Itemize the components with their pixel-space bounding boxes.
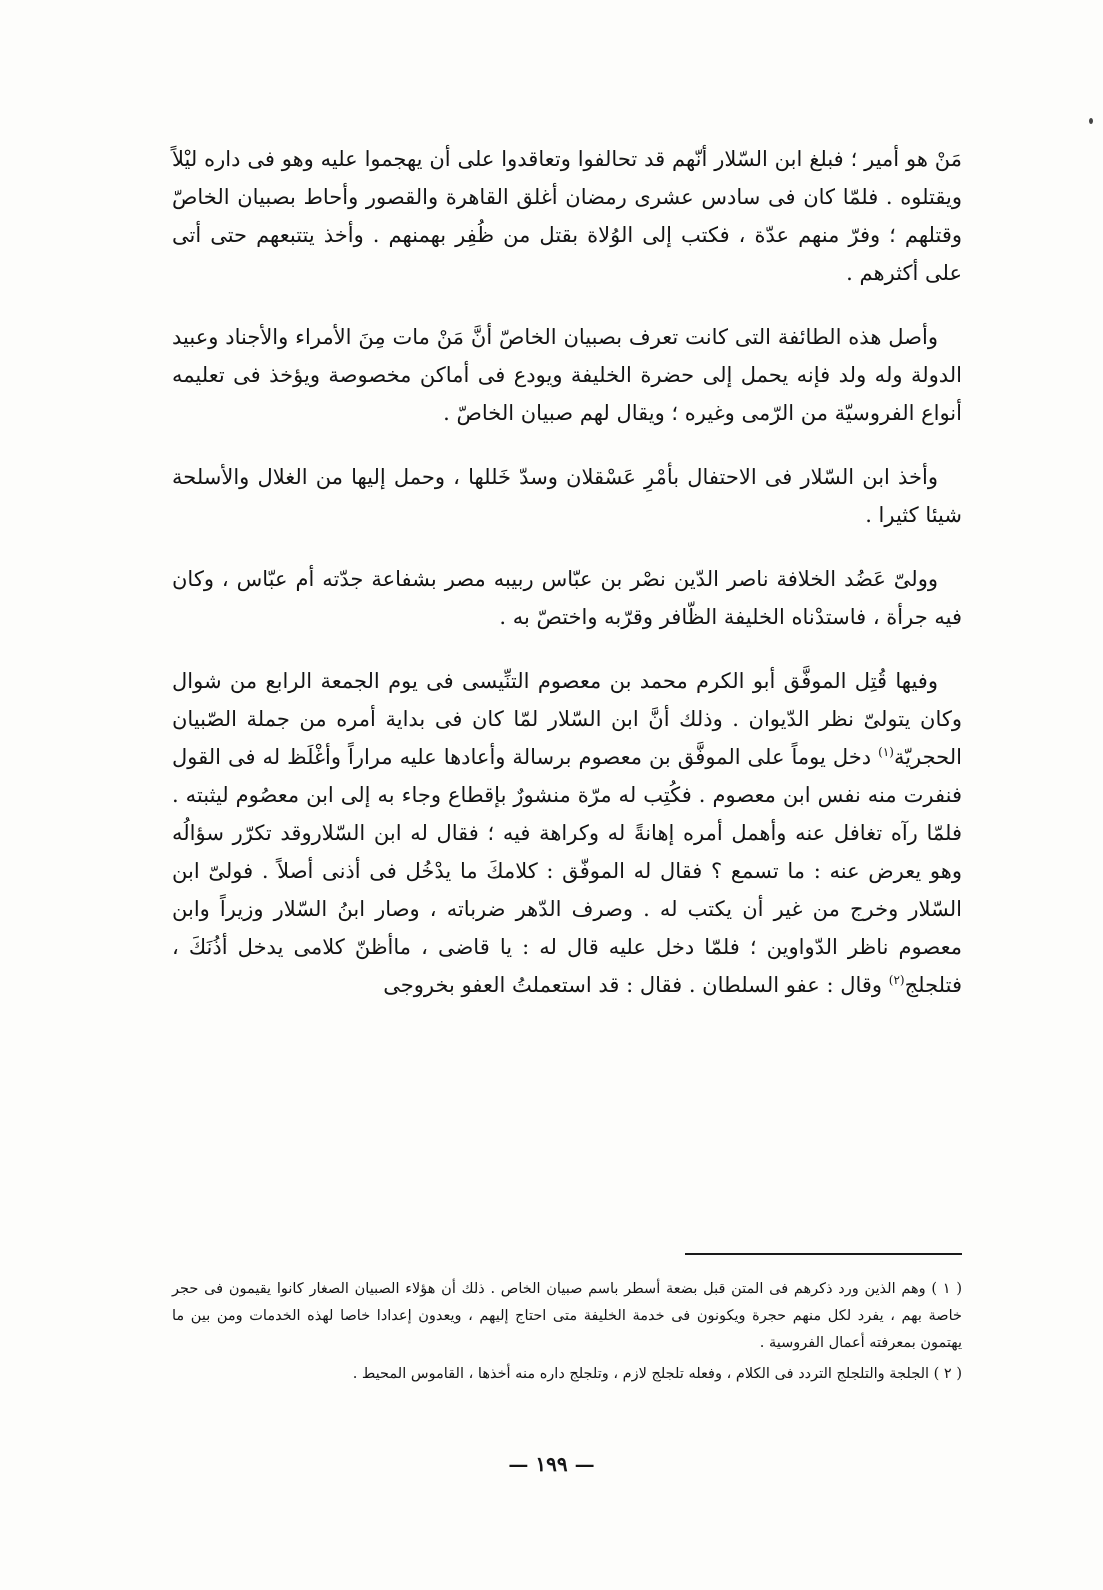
paragraph-5-part-3: وقال : عفو السلطان . فقال : قد استعملتُ العفو بخروجى: [383, 973, 883, 997]
footnote-marker-1: (١): [878, 745, 894, 759]
paragraph-4: وولىّ عَضُد الخلافة ناصر الدّين نصْر بن عبّاس ربيبه مصر بشفاعة جدّته أم عبّاس ، وكان فيه جرأة ، فاستدْناه الخليفة الظّافر وقرّبه واختصّ به .: [172, 567, 962, 629]
footnote-1: ( ١ ) وهم الذين ورد ذكرهم فى المتن قبل بضعة أسطر باسم صبيان الخاص . ذلك أن هؤلاء الصبيان الصغار كانوا يقيمون فى حجر خاصة بهم ، يفرد لكل منهم حجرة ويكونون فى خدمة الخليفة متى احتاج إليهم ، ويعدون إعدادا خاصا لهذه الخدمات ومن بين ما يهتمون بمعرفته أعمال الفروسية .: [172, 1281, 962, 1351]
paragraph-2: وأصل هذه الطائفة التى كانت تعرف بصبيان الخاصّ أنَّ مَنْ مات مِنَ الأمراء والأجناد وعبيد الدولة وله ولد فإنه يحمل إلى حضرة الخليفة ويودع فى أماكن مخصوصة ويؤخذ فى تعليمه أنواع الفروسيّة من الرّمى وغيره ؛ ويقال لهم صبيان الخاصّ .: [172, 325, 962, 425]
footnote-separator: [685, 1253, 962, 1255]
footnote-2: ( ٢ ) الجلجة والتلجلج التردد فى الكلام ، وفعله تلجلج لازم ، وتلجلج داره منه أخذها ، القاموس المحيط .: [352, 1366, 962, 1382]
footnote-marker-2: (٢): [888, 973, 905, 987]
footnotes: [172, 1276, 962, 1392]
page-number: — ١٩٩ —: [508, 1452, 595, 1476]
main-text: [172, 140, 962, 1030]
paragraph-5-part-2: دخل يوماً على الموفَّق بن معصوم برسالة وأعادها عليه مراراً وأغْلَظ له فى القول فنفرت منه نفس ابن معصوم . فكُتِب له مرّة منشورٌ بإقطاع وجاء به إلى ابن معصُوم ليثبته . فلمّا رآه تغافل عنه وأهمل أمره إهانةً له وكراهة فيه ؛ فقال له ابن السّلاروقد تكرّر سؤالُه وهو يعرض عنه : ما تسمع ؟ فقال له الموفّق : كلامكَ ما يدْخُل فى أذنى أصلاً . فولىّ ابن السّلار وخرج من غير أن يكتب له . وصرف الدّهر ضرباته ، وصار ابنُ السّلار وزيراً وابن معصوم ناظر الدّواوين ؛ فلمّا دخل عليه قال له : يا قاضى ، ماأظنّ كلامى يدخل أذُنَكَ ، فتلجلج: [172, 745, 962, 997]
paragraph-1: مَنْ هو أمير ؛ فبلغ ابن السّلار أنّهم قد تحالفوا وتعاقدوا على أن يهجموا عليه وهو فى داره ليْلاً ويقتلوه . فلمّا كان فى سادس عشرى رمضان أغلق القاهرة والقصور وأحاط بصبيان الخاصّ وقتلهم ؛ وفرّ منهم عدّة ، فكتب إلى الوُلاة بقتل من ظُفِر بهمنهم . وأخذ يتتبعهم حتى أتى على أكثرهم .: [172, 147, 962, 285]
paragraph-5-part-1: وفيها قُتِل الموفَّق أبو الكرم محمد بن معصوم التنِّيسى فى يوم الجمعة الرابع من شوال وكان يتولىّ نظر الدّيوان . وذلك أنَّ ابن السّلار لمّا كان فى بداية أمره من جملة الصّبيان الحجريّة: [172, 669, 962, 769]
paragraph-5: [172, 662, 962, 1004]
scan-speck: [1089, 118, 1093, 124]
paragraph-3: وأخذ ابن السّلار فى الاحتفال بأمْرِ عَسْقلان وسدّ خَللها ، وحمل إليها من الغلال والأسلحة شيئا كثيرا .: [172, 465, 962, 527]
